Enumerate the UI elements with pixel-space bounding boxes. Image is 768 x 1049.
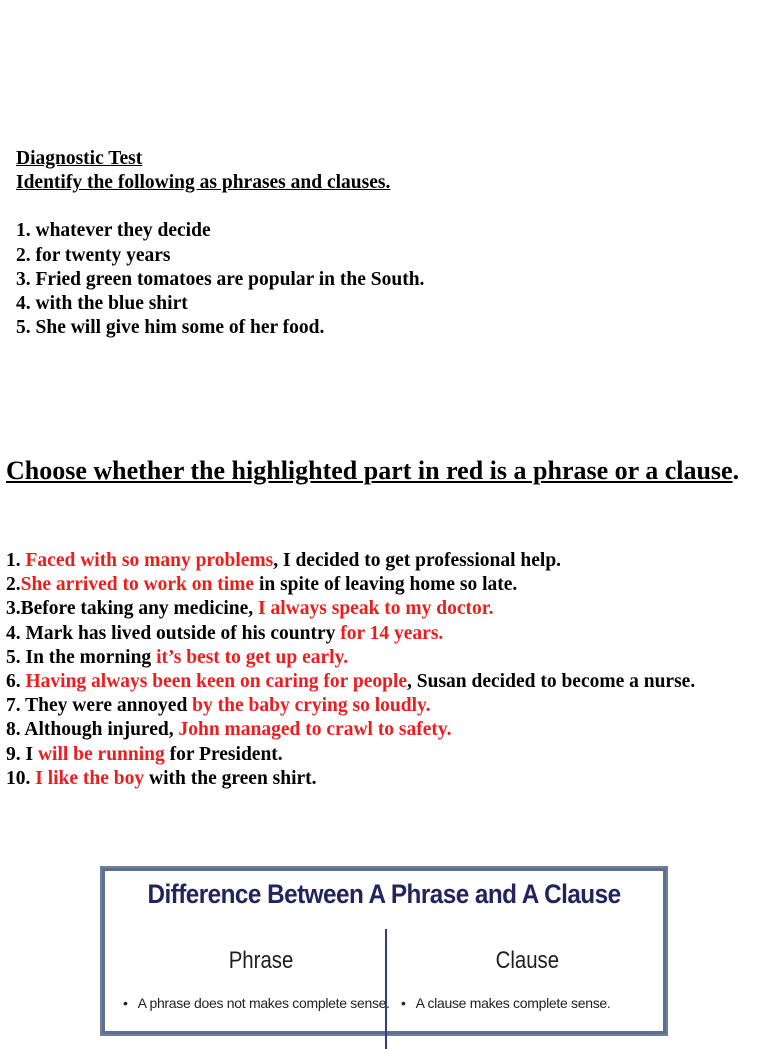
item-text: 7. They were annoyed <box>6 695 193 717</box>
item-highlight: will be running <box>37 743 165 765</box>
item-highlight: I like the boy <box>35 767 145 789</box>
diagnostic-item: 5. She will give him some of her food. <box>16 317 325 339</box>
item-highlight: Faced with so many problems <box>25 550 274 571</box>
item-text: 4. Mark has lived outside of his country <box>6 622 341 644</box>
clause-bullet-text: A clause makes complete sense. <box>415 995 611 1011</box>
item-text: 2. <box>6 574 21 596</box>
exercise-item <box>6 597 754 621</box>
diagnostic-item: 2. for twenty years <box>16 244 171 266</box>
item-highlight: I always speak to my doctor. <box>258 598 494 620</box>
exercise-item <box>6 646 754 670</box>
item-highlight: John managed to crawl to safety. <box>178 719 452 741</box>
exercise-list <box>6 549 754 791</box>
choose-title: Choose whether the highlighted part in red is a phrase or a clause <box>6 456 733 485</box>
exercise-item <box>6 743 754 767</box>
phrase-clause-figure <box>100 866 668 1036</box>
spacer <box>16 195 424 219</box>
exercise-item <box>6 670 754 694</box>
item-text: 1. <box>6 550 26 571</box>
item-text: , I decided to get professional help. <box>273 550 562 571</box>
item-text: 9. I <box>6 743 38 765</box>
item-highlight: it’s best to get up early. <box>156 646 349 668</box>
diagnostic-instruction: Identify the following as phrases and clauses. <box>16 172 391 194</box>
item-highlight: for 14 years. <box>340 622 444 644</box>
diagnostic-item: 3. Fried green tomatoes are popular in the South. <box>16 268 425 290</box>
item-highlight: She arrived to work on time <box>20 574 255 596</box>
exercise-item <box>6 622 754 646</box>
diagnostic-heading: Diagnostic Test <box>16 148 143 169</box>
item-highlight: by the baby crying so loudly. <box>192 695 431 717</box>
item-text: 3.Before taking any medicine, <box>6 598 259 620</box>
diagnostic-item: 4. with the blue shirt <box>16 293 188 315</box>
item-text: , Susan decided to become a nurse. <box>407 671 696 693</box>
choose-title-period: . <box>732 456 740 485</box>
choose-heading <box>6 455 751 487</box>
item-text: 8. Although injured, <box>6 719 179 741</box>
bullet-icon: • <box>401 995 406 1011</box>
exercise-item <box>6 694 754 718</box>
item-text: 6. <box>6 671 26 693</box>
bullet-icon: • <box>123 995 128 1011</box>
item-text: in spite of leaving home so late. <box>254 574 518 596</box>
exercise-item <box>6 718 754 742</box>
diagnostic-item: 1. whatever they decide <box>16 220 211 242</box>
phrase-bullet-text: A phrase does not makes complete sense. <box>137 995 390 1011</box>
item-text: for President. <box>164 743 283 765</box>
item-text: 10. <box>6 767 36 789</box>
diagnostic-section <box>16 147 424 340</box>
phrase-definition <box>123 995 390 1011</box>
figure-panel <box>105 871 663 1031</box>
figure-divider <box>385 929 387 1049</box>
item-text: 5. In the morning <box>6 646 157 668</box>
item-text: with the green shirt. <box>144 767 317 789</box>
exercise-item <box>6 767 754 791</box>
phrase-heading: Phrase <box>228 947 294 974</box>
figure-title: Difference Between A Phrase and A Clause <box>147 879 621 909</box>
item-highlight: Having always been keen on caring for people <box>25 671 408 693</box>
clause-definition <box>401 995 611 1011</box>
exercise-item <box>6 573 754 597</box>
clause-heading: Clause <box>495 947 560 974</box>
exercise-item <box>6 549 754 573</box>
